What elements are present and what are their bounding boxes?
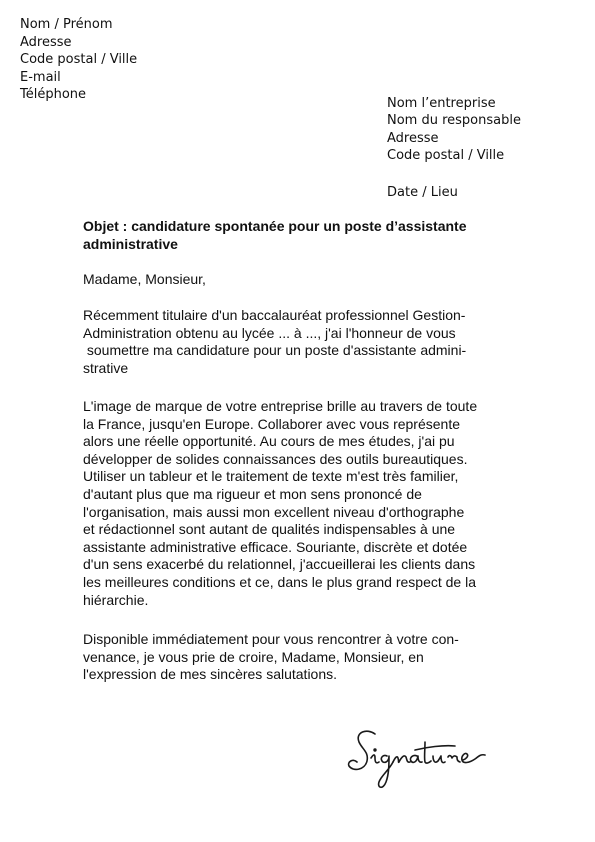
paragraph-line: Récemment titulaire d'un baccalauréat professionnel Gestion- bbox=[83, 307, 466, 323]
sender-address: Adresse bbox=[20, 34, 72, 50]
paragraph-line: l'organisation, mais aussi mon excellent niveau d'orthographe bbox=[83, 503, 465, 520]
paragraph-line: Administration obtenu au lycée ... à ..., j'ai l'honneur de vous bbox=[83, 324, 456, 341]
recipient-block bbox=[387, 95, 521, 164]
paragraph-line: l'expression de mes sincères salutations. bbox=[83, 666, 338, 683]
sender-postal-city: Code postal / Ville bbox=[20, 52, 138, 68]
paragraph-line: soumettre ma candidature pour un poste d'assistante admini- bbox=[83, 342, 467, 359]
recipient-postal-city: Code postal / Ville bbox=[387, 147, 505, 163]
salutation: Madame, Monsieur, bbox=[83, 271, 206, 287]
paragraph-line: et rédactionnel sont autant de qualités indispensables à une bbox=[83, 521, 456, 538]
paragraph-line: développer de solides connaissances des outils bureautiques. bbox=[83, 450, 468, 467]
subject-line bbox=[83, 218, 467, 253]
recipient-address: Adresse bbox=[387, 130, 439, 146]
sender-phone: Téléphone bbox=[20, 87, 87, 103]
paragraph-line: venance, je vous prie de croire, Madame, Monsieur, en bbox=[83, 648, 424, 665]
recipient-company: Nom l’entreprise bbox=[387, 96, 496, 111]
sender-email: E-mail bbox=[20, 69, 61, 85]
sender-name: Nom / Prénom bbox=[20, 17, 113, 32]
paragraph-line: d'autant plus que ma rigueur et mon sens prononcé de bbox=[83, 485, 422, 502]
paragraph-line: d'un sens exacerbé du relationnel, j'accueillerai les clients dans bbox=[83, 556, 476, 573]
paragraph-line: la France, jusqu'en Europe. Collaborer avec vous représente bbox=[83, 415, 460, 432]
paragraph-line: assistante administrative efficace. Souriante, discrète et dotée bbox=[83, 538, 468, 555]
recipient-manager: Nom du responsable bbox=[387, 113, 521, 129]
paragraph-line: les meilleures conditions et ce, dans le plus grand respect de la bbox=[83, 573, 476, 590]
paragraph-line: hiérarchie. bbox=[83, 591, 149, 608]
paragraph-motivation bbox=[83, 398, 477, 609]
sender-block bbox=[20, 16, 137, 104]
handwritten-signature bbox=[345, 728, 490, 796]
paragraph-line: Disponible immédiatement pour vous rencontrer à votre con- bbox=[83, 631, 459, 647]
date-place: Date / Lieu bbox=[387, 185, 458, 200]
paragraph-line: L'image de marque de votre entreprise brille au travers de toute bbox=[83, 398, 478, 414]
paragraph-intro bbox=[83, 307, 466, 377]
paragraph-line: strative bbox=[83, 359, 129, 376]
subject-line-1: Objet : candidature spontanée pour un poste d’assistante bbox=[83, 218, 467, 234]
paragraph-closing bbox=[83, 631, 459, 684]
subject-line-2: administrative bbox=[83, 235, 178, 252]
paragraph-line: alors une réelle opportunité. Au cours de mes études, j'ai pu bbox=[83, 433, 455, 450]
paragraph-line: Utiliser un tableur et le traitement de texte m'est très familier, bbox=[83, 468, 459, 485]
